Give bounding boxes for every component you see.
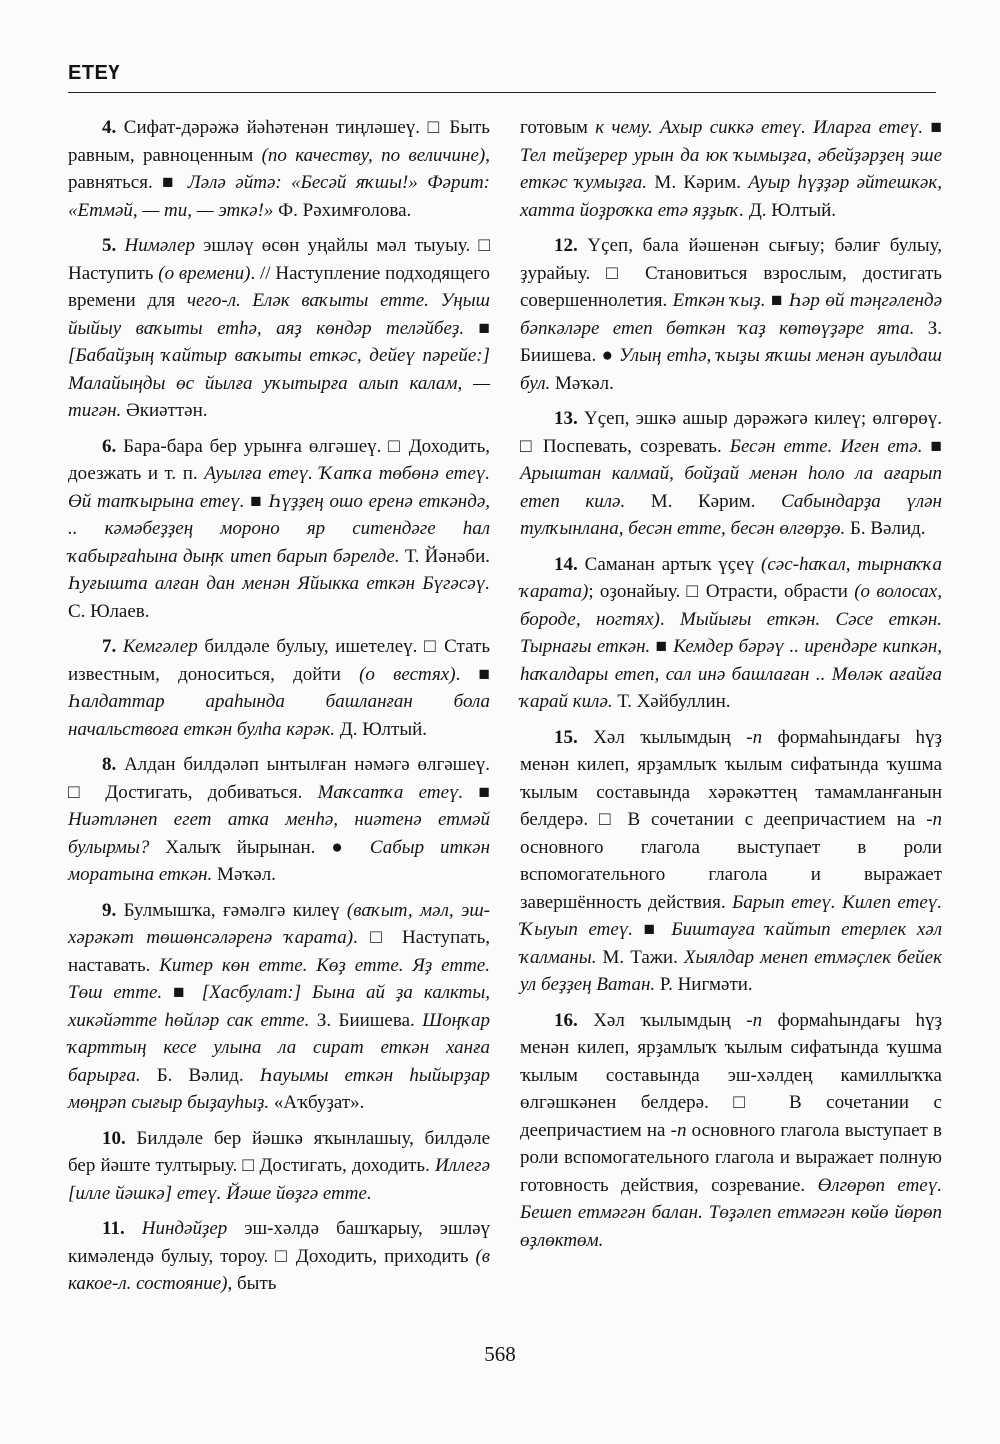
section-marker: □ bbox=[733, 1092, 765, 1113]
definition-text: Б. Вәлид. bbox=[845, 518, 926, 539]
section-marker: □ bbox=[424, 636, 438, 657]
sense-entry bbox=[68, 1215, 490, 1298]
definition-text: Быть равным, равноценным bbox=[68, 117, 490, 166]
example-text: (о волосах, бороде, ногтях) bbox=[520, 581, 942, 630]
example-text: Еләк ваҡыты етте. Уңыш йыйыу ваҡыты етһә, аяҙ көндәр теләйбеҙ. bbox=[68, 290, 490, 339]
section-marker: ● bbox=[601, 345, 614, 366]
section-marker: □ bbox=[388, 435, 402, 457]
example-text: Бесән етте. Иген етә. bbox=[729, 435, 923, 457]
definition-text: Д. Юлтый. bbox=[335, 718, 428, 740]
example-text: -п bbox=[746, 1009, 763, 1031]
section-marker: ■ bbox=[771, 290, 784, 311]
section-marker: ■ bbox=[655, 636, 668, 657]
definition-text: Алдан билдәләп ынтылған нәмәгә өлгәшеү. bbox=[116, 754, 490, 775]
right-column bbox=[520, 114, 942, 1262]
definition-text bbox=[116, 235, 124, 256]
definition-text: . bbox=[455, 663, 479, 685]
definition-text: Наступить bbox=[68, 262, 159, 284]
definition-text: Ф. Рәхимғолова. bbox=[273, 199, 412, 221]
definition-text bbox=[463, 782, 478, 803]
definition-text: формаһындағы һүҙ менән килеп, ярҙамлыҡ ҡылым сифатында ҡушма ҡылым составында хәрәкәттең тамамланғанын белдерә. bbox=[520, 726, 942, 830]
example-text: Ләлә әйтә: «Бесәй яҡшы!» Фәрит: «Етмәй, — ти, — эткә!» bbox=[68, 172, 490, 221]
example-text: (в какое-л. состояние) bbox=[68, 1245, 491, 1294]
section-marker: ■ bbox=[173, 982, 191, 1003]
sense-number: 8. bbox=[102, 754, 117, 775]
example-text: (по качеству, по величине) bbox=[261, 144, 486, 166]
definition-text: В сочетании с деепричастием на bbox=[520, 1092, 942, 1141]
definition-text: Үҫеп, бала йәшенән сығыу; бәлиғ булыу, ҙурайыу. bbox=[520, 235, 942, 284]
definition-text bbox=[162, 982, 173, 1003]
section-marker: □ bbox=[370, 927, 390, 948]
definition-text bbox=[653, 117, 660, 138]
section-marker: ■ bbox=[478, 663, 490, 685]
example-text: Сабындарҙа үлән тулҡынлана, бесән етте, бесән өлгөрҙө. bbox=[520, 490, 942, 539]
definition-text: основного глагола выступает в роли вспомогательного глагола и выражает завершённость действия. bbox=[520, 836, 942, 913]
sense-entry bbox=[68, 114, 490, 224]
definition-text: С. Юлаев. bbox=[68, 600, 150, 622]
example-text: Хыялдар менеп етмәҫлек бейек ул беҙҙең Ватан. bbox=[520, 946, 942, 995]
example-text: Китер көн етте. Көҙ етте. Яҙ етте. Төш етте. bbox=[68, 954, 490, 1003]
example-text: Һалдаттар араһында башланған бола начальствоға еткән булһа кәрәк. bbox=[68, 691, 490, 740]
sense-entry bbox=[68, 633, 490, 743]
example-text: Еткән ҡыҙ. bbox=[672, 290, 766, 311]
example-text: Ниәтләнеп егет атка менһә, ниәтенә етмәй булырмы? bbox=[68, 809, 490, 858]
definition-text: Саманан артыҡ үҫеү bbox=[577, 553, 762, 575]
sense-number: 7. bbox=[102, 636, 117, 657]
definition-text: Достигать, доходить. bbox=[254, 1155, 435, 1176]
section-marker: ■ bbox=[930, 435, 942, 457]
definition-text: М. Кәрим. bbox=[625, 490, 782, 512]
example-text: Шоңҡар ҡарттың кесе улына ла сират еткән ханға барырға. bbox=[68, 1009, 491, 1086]
definition-text: . bbox=[659, 608, 680, 630]
example-text: Ниндәйҙер bbox=[141, 1218, 228, 1239]
definition-text bbox=[125, 1218, 142, 1239]
sense-number: 10. bbox=[102, 1127, 126, 1149]
definition-text: ; оҙонайыу. bbox=[588, 581, 687, 602]
definition-text: билдәле булыу, ишетелеү. bbox=[197, 636, 425, 657]
definition-text: Стать известным, доноситься, дойти bbox=[68, 636, 491, 685]
page-number: 568 bbox=[484, 1342, 516, 1366]
definition-text bbox=[922, 436, 930, 457]
example-text: Ахыр сиккә етеү. Иларға етеү. bbox=[659, 117, 924, 138]
example-text: Биштауға ҡайтып етерлек хәл ҡалманы. bbox=[520, 919, 942, 968]
section-marker: ● bbox=[331, 836, 354, 858]
definition-text: Становиться взрослым, достигать совершеннолетия. bbox=[520, 262, 942, 311]
section-marker: □ bbox=[242, 1155, 255, 1176]
sense-entry bbox=[68, 751, 490, 889]
section-marker: ■ bbox=[162, 172, 179, 193]
section-marker: ■ bbox=[643, 919, 661, 940]
example-text: Кемгәлер bbox=[122, 636, 198, 657]
sense-number: 12. bbox=[554, 235, 578, 256]
sense-number: 13. bbox=[554, 408, 578, 429]
definition-text: М. Кәрим. bbox=[647, 172, 749, 193]
definition-text: готовым bbox=[520, 117, 596, 138]
definition-text: Доходить, доезжать и т. п. bbox=[68, 435, 490, 484]
definition-text: М. Тажи. bbox=[596, 946, 684, 968]
left-column bbox=[68, 114, 490, 1306]
definition-text: основного глагола выступает в роли вспомогательного глагола и выражает полную готовность действия, созревание. bbox=[520, 1119, 942, 1196]
running-head: ЕТЕҮ bbox=[68, 62, 121, 84]
sense-number: 14. bbox=[554, 553, 578, 575]
sense-entry bbox=[520, 1007, 942, 1255]
example-text: чего-л. bbox=[186, 290, 241, 311]
definition-text: З. Биишева. bbox=[520, 317, 942, 366]
example-text: Иллегә [илле йәшкә] етеү. Йәше йөҙгә етте. bbox=[68, 1155, 490, 1204]
definition-text: Сифат-дәрәжә йәһәтенән тиңләшеү. bbox=[116, 117, 428, 138]
definition-text: Әкиәттән. bbox=[121, 400, 208, 421]
example-text: Улың етһә, ҡыҙы яҡшы менән ауылдаш бул. bbox=[520, 345, 943, 394]
sense-entry bbox=[68, 1125, 490, 1208]
sense-number: 5. bbox=[102, 235, 117, 256]
definition-text: Үҫеп, эшкә ашыр дәрәжәгә килеү; өлгөрөү. bbox=[577, 408, 942, 429]
definition-text: Достигать, добиваться. bbox=[90, 781, 318, 803]
example-text: (о времени) bbox=[158, 262, 251, 284]
sense-entry bbox=[520, 405, 942, 543]
example-text: (сәс-һаҡал, тырнаҡҡа ҡарата) bbox=[520, 553, 943, 602]
example-text: Сабыр иткән моратына еткән. bbox=[68, 836, 490, 885]
section-marker: □ bbox=[275, 1245, 289, 1267]
definition-text: Отрасти, обрасти bbox=[699, 581, 855, 602]
definition-text: Наступать, наставать. bbox=[68, 927, 491, 976]
example-text: Тел тейҙерер урын да юк ҡымыҙға, әбейҙәрҙең эше еткәс ҡумыҙға. bbox=[520, 144, 942, 193]
definition-text: Д. Юлтый. bbox=[744, 199, 837, 221]
example-text: [Хасбулат:] Бына ай ҙа калкты, хикәйәтте һөйләр сак етте. bbox=[68, 982, 491, 1031]
example-text: -п bbox=[746, 726, 763, 748]
example-text: Ауылға етеү. Ҡапҡа төбөнә етеү. Өй тапҡырына етеү. bbox=[68, 463, 490, 512]
example-text: Һауымы еткән һыйырҙар мөңрәп сығыр быҙауһыҙ. bbox=[68, 1064, 490, 1113]
definition-text bbox=[354, 837, 370, 858]
header-rule bbox=[68, 92, 936, 93]
definition-text: Билдәле бер йәшкә яҡынлашыу, билдәле бер йәште тултырыу. bbox=[68, 1127, 490, 1176]
section-marker: ■ bbox=[478, 781, 490, 803]
sense-entry bbox=[520, 114, 942, 224]
example-text: (о вестях) bbox=[359, 663, 456, 685]
definition-text bbox=[464, 318, 478, 339]
definition-text: Бара-бара бер урынға өлгәшеү. bbox=[116, 435, 389, 457]
sense-entry bbox=[68, 897, 490, 1117]
section-marker: □ bbox=[606, 262, 629, 284]
example-text: Өлгөрөп етеү. Бешеп етмәгән балан. Төҙәлеп етмәгән көйө йөрөп өҙлөктөм. bbox=[520, 1174, 942, 1251]
example-text: -п bbox=[670, 1119, 687, 1141]
definition-text: Хәл ҡылымдың bbox=[577, 726, 747, 748]
definition-text: Мәҡәл. bbox=[550, 372, 614, 394]
example-text: Ауыр һүҙҙәр әйтешкәк, хатта йоҙроҡка етә яҙҙыҡ. bbox=[520, 172, 942, 221]
definition-text bbox=[661, 919, 672, 940]
definition-text bbox=[116, 636, 123, 657]
definition-text: Мәҡәл. bbox=[212, 864, 276, 885]
example-text: Мыйығы еткән. Сәсе еткән. Тырнағы еткән. bbox=[520, 608, 943, 657]
sense-entry bbox=[520, 551, 942, 716]
example-text: Кемдер бәрәү .. ирендәре кипкән, һаҡалдары етеп, сал инә башлаған .. Мөләк ағайға ҡарай килә. bbox=[520, 636, 942, 712]
definition-text: Т. Йәнәби. bbox=[399, 545, 490, 567]
example-text: -п bbox=[926, 809, 943, 830]
section-marker: ■ bbox=[478, 317, 490, 339]
example-text: Һәр өй тәңгәлендә бәпкәләре етеп бөткән ҡаҙ көтөүҙәре ята. bbox=[520, 290, 943, 339]
sense-entry bbox=[68, 232, 490, 425]
sense-number: 4. bbox=[102, 117, 117, 138]
definition-text bbox=[191, 982, 202, 1003]
example-text: (ваҡыт, мәл, эш-хәрәкәт төшөнсәләренә ҡарата) bbox=[68, 899, 491, 948]
sense-number: 9. bbox=[102, 899, 117, 921]
section-marker: ■ bbox=[930, 117, 943, 138]
section-marker: □ bbox=[478, 235, 491, 256]
definition-text: Б. Вәлид. bbox=[140, 1064, 260, 1086]
sense-number: 15. bbox=[554, 726, 578, 748]
section-marker: □ bbox=[68, 781, 90, 803]
example-text: к чему. bbox=[595, 117, 653, 138]
definition-text: Хәл ҡылымдың bbox=[577, 1009, 747, 1031]
sense-entry bbox=[520, 724, 942, 999]
section-marker: □ bbox=[686, 581, 700, 602]
definition-text: , равняться. bbox=[68, 144, 490, 193]
definition-text: . bbox=[353, 927, 371, 948]
definition-text: Поспевать, созревать. bbox=[534, 435, 730, 457]
definition-text: эш-хәлдә башҡарыу, эшләү кимәлендә булыу, тороу. bbox=[68, 1218, 490, 1267]
definition-text bbox=[633, 919, 644, 940]
definition-text: формаһындағы һүҙ менән килеп, ярҙамлыҡ ҡылым сифатында ҡушма ҡылым составында эш-хәлдең камиллыҡҡа өлгәшкәнен белдерә. bbox=[520, 1009, 942, 1113]
section-marker: □ bbox=[599, 809, 617, 830]
definition-text: , быть bbox=[227, 1273, 277, 1294]
definition-text: Р. Нигмәти. bbox=[655, 974, 753, 995]
sense-number: 6. bbox=[102, 435, 117, 457]
example-text: Арыштан калмай, бойҙай менән һоло ла ағарып етеп килә. bbox=[520, 463, 942, 512]
example-text: Нимәлер bbox=[124, 235, 195, 256]
definition-text: Доходить, приходить bbox=[288, 1245, 476, 1267]
definition-text: В сочетании с деепричастием на bbox=[616, 809, 927, 830]
sense-entry bbox=[520, 232, 942, 397]
example-text: Барып етеү. Килеп етеү. Ҡыуып етеү. bbox=[520, 891, 942, 940]
definition-text: . // Наступление подходящего времени для bbox=[68, 262, 490, 311]
sense-entry bbox=[68, 433, 490, 626]
example-text: Һүҙҙең ошо еренә еткәндә, .. кәмәбеҙҙең мороно яр ситендәге һал ҡабырғаһына дыңҡ итеп барып бәрелде. bbox=[68, 490, 491, 567]
sense-number: 11. bbox=[102, 1218, 125, 1239]
example-text: Һуғышта алған дан менән Яйыкка еткән Бүгәсәү. bbox=[68, 573, 490, 594]
definition-text: Халыҡ йырынан. bbox=[149, 836, 332, 858]
sense-number: 16. bbox=[554, 1009, 578, 1031]
example-text: Маҡсатҡа етеү. bbox=[317, 781, 464, 803]
definition-text: Булмышҡа, ғәмәлгә килеү bbox=[116, 899, 347, 921]
definition-text: эшләү өсөн уңайлы мәл тыуыу. bbox=[195, 235, 479, 256]
definition-text bbox=[923, 117, 930, 138]
definition-text: З. Биишева. bbox=[309, 1009, 423, 1031]
example-text: [Бабайҙың ҡайтыр ваҡыты еткәс, дейеү пәрейе:] Малайыңды өс йылға уҡытырға алып калам, — тигән. bbox=[68, 345, 490, 421]
section-marker: □ bbox=[520, 435, 535, 457]
section-marker: □ bbox=[427, 117, 442, 138]
definition-text bbox=[241, 290, 253, 311]
definition-text: Т. Хәйбуллин. bbox=[612, 691, 731, 712]
section-marker: ■ bbox=[250, 490, 263, 512]
definition-text: «Аҡбуҙат». bbox=[269, 1092, 365, 1113]
